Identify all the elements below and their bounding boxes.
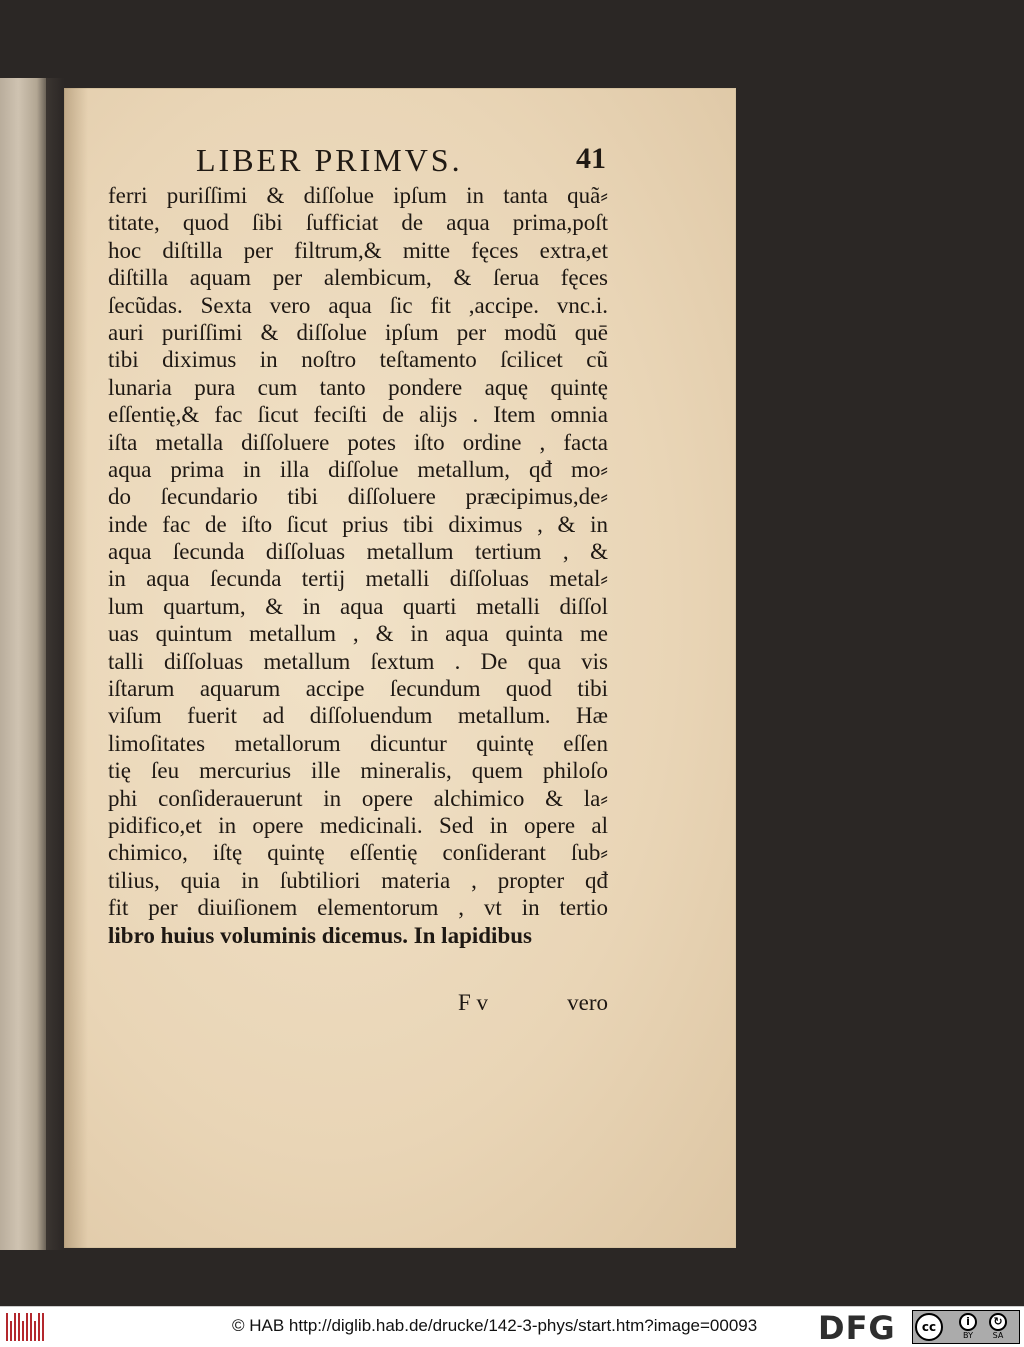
text-line: talli diſſoluas metallum ſextum . De qua vis: [108, 648, 608, 674]
catchword: vero: [567, 990, 608, 1015]
binding-shadow: [46, 78, 64, 1250]
cc-license-badge[interactable]: [912, 1310, 1020, 1344]
text-line: tibi diximus in noſtro teſtamento ſcilicet cũ: [108, 347, 608, 373]
share-alike-icon: ↻ SA: [987, 1313, 1009, 1343]
cc-icon: cc: [915, 1313, 943, 1341]
text-line: aqua ſecunda diſſoluas metallum tertium , &: [108, 539, 608, 565]
source-url-link[interactable]: © HAB http://diglib.hab.de/drucke/142-3-phys/start.htm?image=00093: [232, 1316, 758, 1335]
text-line: fit per diuiſionem elementorum , vt in tertio: [108, 895, 608, 921]
text-line: iſta metalla diſſoluere potes iſto ordine , facta: [108, 429, 608, 455]
text-line: pidifico,et in opere medicinali. Sed in opere al: [108, 812, 608, 838]
text-line: auri puriſſimi & diſſolue ipſum per modũ quē: [108, 319, 608, 345]
text-line: iſtarum aquarum accipe ſecundum quod tibi: [108, 676, 608, 702]
hab-logo-icon[interactable]: [6, 1313, 46, 1341]
text-line: viſum fuerit ad diſſoluendum metallum. Hæ: [108, 703, 608, 729]
dfg-logo[interactable]: DFG: [818, 1309, 896, 1347]
text-line: do ſecundario tibi diſſoluere præcipimus,de⸗: [108, 484, 608, 510]
text-line: uas quintum metallum , & in aqua quinta me: [108, 621, 608, 647]
text-line: limoſitates metallorum dicuntur quintę eſſen: [108, 730, 608, 756]
text-line: chimico, iſtę quintę eſſentię conſiderant ſub⸗: [108, 840, 608, 866]
text-line: phi conſiderauerunt in opere alchimico & la⸗: [108, 785, 608, 811]
text-line: inde fac de iſto ſicut prius tibi diximus , & in: [108, 511, 608, 537]
text-line: tię ſeu mercurius ille mineralis, quem philoſo: [108, 758, 608, 784]
catchword-line: [458, 990, 608, 1020]
by-attribution-icon: i BY: [957, 1313, 979, 1343]
text-line: lum quartum, & in aqua quarti metalli diſſol: [108, 593, 608, 619]
text-line: ferri puriſſimi & diſſolue ipſum in tanta quã⸗: [108, 183, 608, 208]
running-head: LIBER PRIMVS.: [196, 142, 463, 178]
signature-mark: F v: [458, 990, 489, 1015]
text-block: [108, 182, 608, 949]
text-line: tilius, quia in ſubtiliori materia , propter qđ: [108, 867, 608, 893]
text-line: aqua prima in illa diſſolue metallum, qđ mo⸗: [108, 456, 608, 482]
text-line: diſtilla aquam per alembicum, & ſerua fęces: [108, 265, 608, 291]
text-line: ſecũdas. Sexta vero aqua ſic fit ,accipe. vnc.i.: [108, 292, 608, 318]
previous-page-edge: [0, 78, 48, 1250]
viewer-footer: [0, 1306, 1024, 1347]
text-line: titate, quod ſibi ſufficiat de aqua prima,poſt: [108, 210, 608, 236]
text-line: eſſentię,& fac ſicut feciſti de alijs . Item omnia: [108, 402, 608, 428]
page-gutter: [64, 88, 88, 1248]
text-line: libro huius voluminis dicemus. In lapidibus: [108, 922, 532, 948]
text-line: lunaria pura cum tanto pondere aquę quintę: [108, 374, 608, 400]
text-line: in aqua ſecunda tertij metalli diſſoluas metal⸗: [108, 566, 608, 592]
folio-number: 41: [576, 142, 606, 175]
text-line: hoc diſtilla per filtrum,& mitte fęces extra,et: [108, 237, 608, 263]
